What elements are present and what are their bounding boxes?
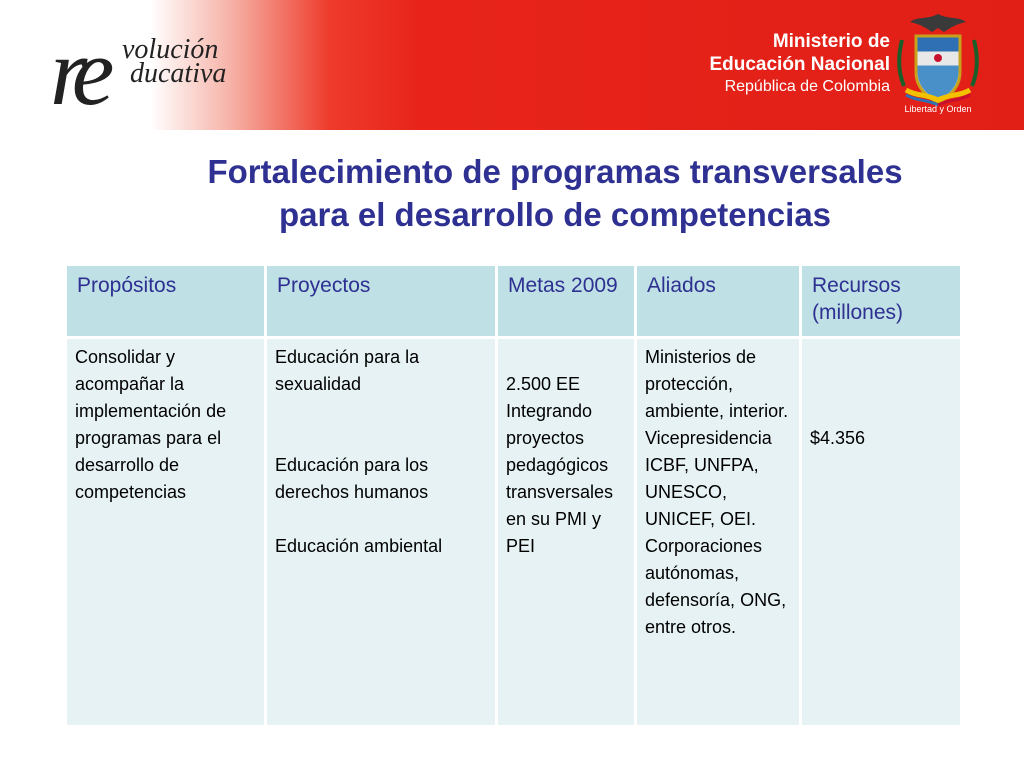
ministry-line1: Ministerio de — [772, 31, 890, 52]
table-header-row — [66, 265, 962, 338]
header-metas: Metas 2009 — [497, 265, 636, 338]
page-title — [90, 150, 1020, 236]
cell-recursos — [801, 338, 962, 727]
logo-line1: volución — [122, 34, 219, 65]
colombia-coat-of-arms-icon — [896, 10, 980, 110]
revolucion-educativa-logo — [48, 20, 278, 115]
project-item: Educación para la sexualidad — [275, 347, 420, 394]
crest-motto: Libertad y Orden — [904, 104, 972, 114]
metas-text: 2.500 EE Integrando proyectos pedagógicos transversales en su PMI y PEI — [506, 374, 614, 556]
programs-table — [64, 263, 963, 728]
header-banner — [0, 0, 1024, 130]
title-line1: Fortalecimiento de programas transversales — [207, 153, 903, 190]
header-recursos: Recursos (millones) — [801, 265, 962, 338]
header-propositos: Propósitos — [66, 265, 266, 338]
cell-aliados: Ministerios de protección, ambiente, interior. Vicepresidencia ICBF, UNFPA, UNESCO, UNICEF, OEI. Corporaciones autónomas, defensoría, ONG, entre otros. — [636, 338, 801, 727]
cell-propositos: Consolidar y acompañar la implementación de programas para el desarrollo de competencias — [66, 338, 266, 727]
ministry-line3: República de Colombia — [724, 78, 890, 95]
project-item: Educación ambiental — [275, 536, 443, 556]
recursos-value: $4.356 — [810, 428, 866, 448]
title-line2: para el desarrollo de competencias — [278, 196, 832, 233]
logo-big-letters: re — [50, 20, 103, 115]
ministry-name — [700, 30, 890, 98]
cell-metas — [497, 338, 636, 727]
header-aliados: Aliados — [636, 265, 801, 338]
cell-proyectos — [266, 338, 497, 727]
ministry-line2: Educación Nacional — [709, 54, 890, 75]
project-item: Educación para los derechos humanos — [275, 455, 429, 502]
header-proyectos: Proyectos — [266, 265, 497, 338]
logo-line2: ducativa — [130, 58, 227, 89]
table-row — [66, 338, 962, 727]
